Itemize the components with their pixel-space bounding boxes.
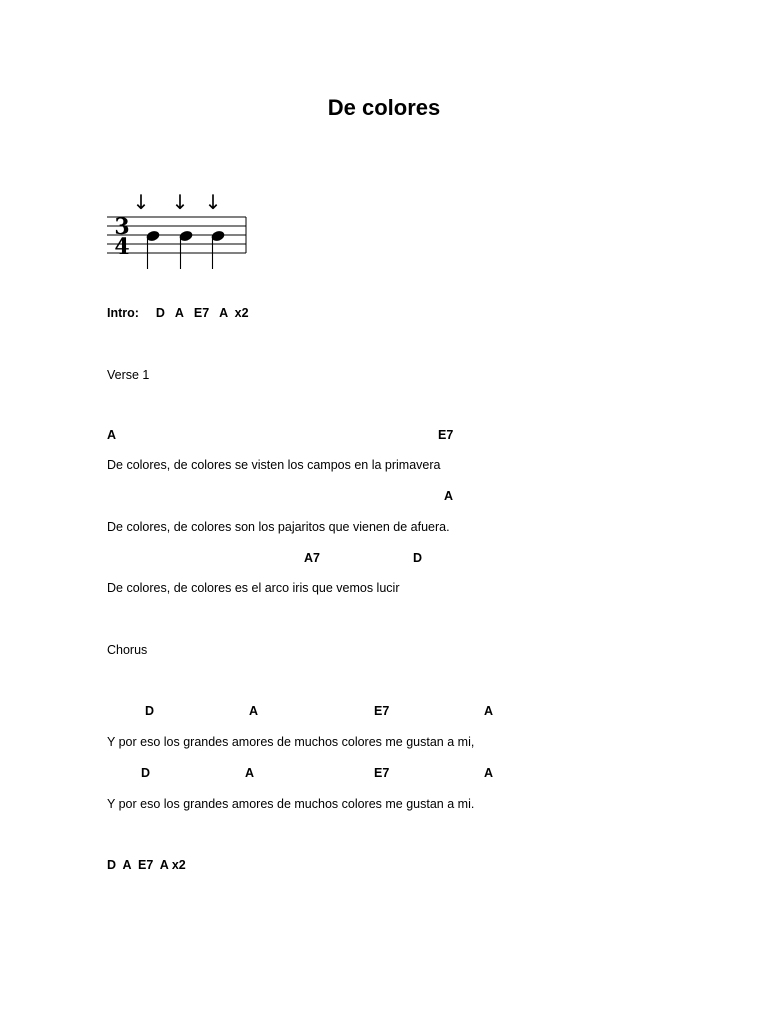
time-signature-bottom: 4	[114, 234, 130, 260]
chorus-line-1-chord-1: D	[145, 704, 155, 718]
chorus-line-2-lyric: Y por eso los grandes amores de muchos colores me gustan a mi.	[107, 797, 475, 811]
verse-line-3-chord-2: D	[413, 551, 423, 565]
verse-line-3-lyric: De colores, de colores es el arco iris que vemos lucir	[107, 581, 400, 595]
chorus-line-1-lyric: Y por eso los grandes amores de muchos colores me gustan a mi,	[107, 735, 475, 749]
strum-arrow-1: ↓	[132, 190, 150, 214]
verse-line-1-lyric: De colores, de colores se visten los campos en la primavera	[107, 458, 441, 472]
intro-line	[107, 305, 249, 321]
chorus-line-1-chord-3: E7	[374, 704, 390, 718]
verse-line-2-lyric: De colores, de colores son los pajaritos que vienen de afuera.	[107, 520, 450, 534]
chorus-line-2-chord-1: D	[141, 766, 151, 780]
chorus-line-1-chord-2: A	[249, 704, 259, 718]
chorus-line-2-chord-4: A	[484, 766, 494, 780]
chorus-line-1-chord-4: A	[484, 704, 494, 718]
rhythm-staff	[100, 185, 260, 275]
verse-line-3-chord-1: A7	[304, 551, 320, 565]
verse-line-1-chord-2: E7	[438, 428, 454, 442]
strum-arrow-2: ↓	[171, 190, 189, 214]
outro-chords: D A E7 A x2	[107, 858, 186, 872]
note-3	[210, 229, 225, 269]
chorus-line-2-chord-2: A	[245, 766, 255, 780]
strum-arrow-3: ↓	[204, 190, 222, 214]
chorus-line-2-chord-3: E7	[374, 766, 390, 780]
note-2	[178, 229, 193, 269]
verse-line-2-chord-1: A	[444, 489, 454, 503]
intro-label: Intro:	[107, 306, 139, 320]
note-1	[145, 229, 160, 269]
verse-label: Verse 1	[107, 368, 150, 382]
intro-chords: D A E7 A x2	[155, 306, 249, 320]
page-title: De colores	[327, 95, 441, 120]
time-signature-top: 3	[114, 214, 130, 240]
chorus-label: Chorus	[107, 643, 148, 657]
staff-notation	[100, 185, 260, 275]
verse-line-1-chord-1: A	[107, 428, 117, 442]
